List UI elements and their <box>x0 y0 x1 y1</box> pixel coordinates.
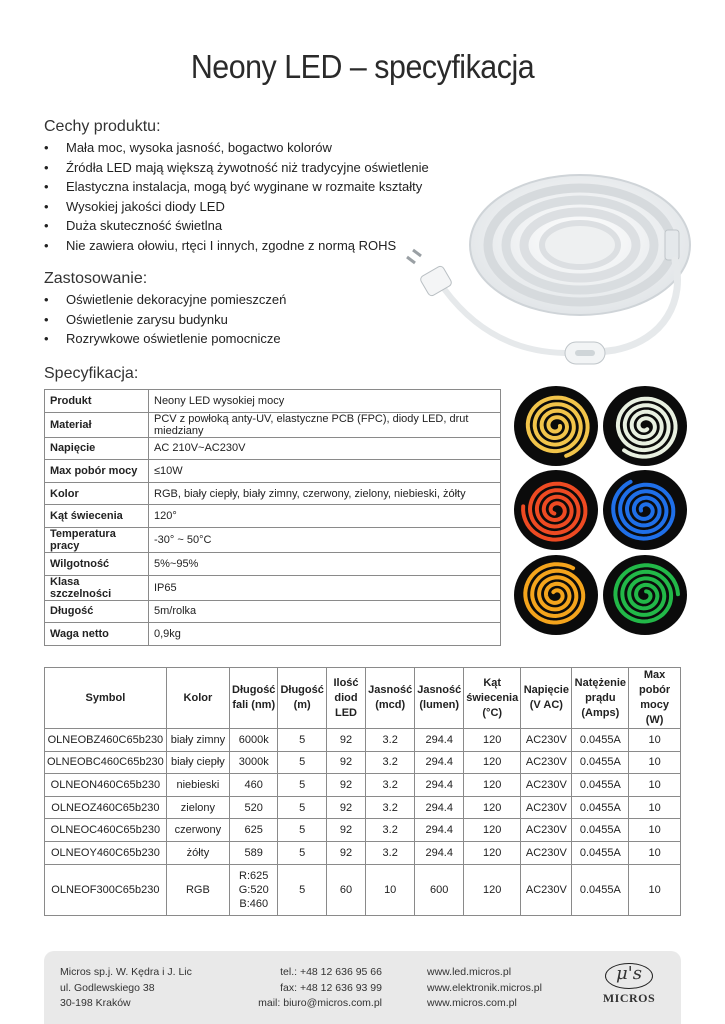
spec-key: Klasa szczelności <box>45 575 149 600</box>
spec-value: 5m/rolka <box>149 600 501 623</box>
table-cell: 10 <box>629 729 681 752</box>
spec-row <box>45 527 501 552</box>
page-title: Neony LED – specyfikacja <box>190 48 535 85</box>
spec-value: -30° ~ 50°C <box>149 527 501 552</box>
column-header: Natężenie prądu (Amps) <box>572 668 629 729</box>
table-cell: 294.4 <box>415 841 464 864</box>
table-cell: 3.2 <box>366 774 415 797</box>
usage-heading: Zastosowanie: <box>44 270 148 287</box>
list-item: • Źródła LED mają większą żywotność niż tradycyjne oświetlenie <box>44 158 429 178</box>
table-cell: AC230V <box>521 864 572 915</box>
neon-coil-product-image <box>405 160 695 375</box>
table-cell: 3.2 <box>366 729 415 752</box>
table-cell: 5 <box>278 774 326 797</box>
table-row <box>45 796 681 819</box>
column-header: Ilość diod LED <box>326 668 365 729</box>
table-cell: 294.4 <box>415 774 464 797</box>
table-cell: OLNEOBZ460C65b230 <box>45 729 167 752</box>
table-cell: 10 <box>629 774 681 797</box>
table-cell: AC230V <box>521 729 572 752</box>
column-header: Kolor <box>166 668 229 729</box>
table-cell: OLNEOZ460C65b230 <box>45 796 167 819</box>
list-item: • Elastyczna instalacja, mogą być wyginane w rozmaite kształty <box>44 177 429 197</box>
table-cell: AC230V <box>521 774 572 797</box>
spec-value: 0,9kg <box>149 623 501 646</box>
table-cell: 92 <box>326 819 365 842</box>
table-row <box>45 751 681 774</box>
spec-key: Kolor <box>45 482 149 505</box>
table-cell: AC230V <box>521 841 572 864</box>
table-cell: 10 <box>629 864 681 915</box>
table-cell: 294.4 <box>415 819 464 842</box>
features-list <box>44 138 429 256</box>
table-row <box>45 864 681 915</box>
spec-heading: Specyfikacja: <box>44 365 139 382</box>
table-cell: 60 <box>326 864 365 915</box>
column-header: Napięcie (V AC) <box>521 668 572 729</box>
table-cell: 120 <box>464 864 521 915</box>
spec-key: Waga netto <box>45 623 149 646</box>
spec-row <box>45 552 501 575</box>
table-cell: 3.2 <box>366 841 415 864</box>
table-cell: 0.0455A <box>572 751 629 774</box>
table-cell: OLNEOC460C65b230 <box>45 819 167 842</box>
table-cell: 120 <box>464 841 521 864</box>
table-cell: RGB <box>166 864 229 915</box>
table-cell: OLNEON460C65b230 <box>45 774 167 797</box>
table-cell: 3.2 <box>366 751 415 774</box>
table-cell: 120 <box>464 819 521 842</box>
spec-value: AC 210V~AC230V <box>149 437 501 460</box>
spec-row <box>45 482 501 505</box>
spec-row <box>45 390 501 413</box>
table-row <box>45 774 681 797</box>
list-item: • Duża skuteczność świetlna <box>44 216 429 236</box>
footer <box>44 951 681 1024</box>
table-row <box>45 841 681 864</box>
column-header: Kąt świecenia (°C) <box>464 668 521 729</box>
table-cell: 0.0455A <box>572 819 629 842</box>
spec-row <box>45 412 501 437</box>
table-cell: 10 <box>629 796 681 819</box>
spec-value: PCV z powłoką anty-UV, elastyczne PCB (FPC), diody LED, drut miedziany <box>149 412 501 437</box>
table-cell: 3000k <box>230 751 278 774</box>
spec-row <box>45 460 501 483</box>
table-cell: 5 <box>278 796 326 819</box>
table-cell: AC230V <box>521 819 572 842</box>
table-cell: 92 <box>326 774 365 797</box>
spec-row <box>45 437 501 460</box>
list-item: • Rozrywkowe oświetlenie pomocnicze <box>44 329 286 349</box>
spec-key: Temperatura pracy <box>45 527 149 552</box>
spec-value: RGB, biały ciepły, biały zimny, czerwony, zielony, niebieski, żółty <box>149 482 501 505</box>
table-cell: 5 <box>278 751 326 774</box>
table-cell: R:625 G:520 B:460 <box>230 864 278 915</box>
table-cell: 520 <box>230 796 278 819</box>
micros-logo: μ's MICROS <box>602 963 656 1005</box>
spec-value: Neony LED wysokiej mocy <box>149 390 501 413</box>
company-address: Micros sp.j. W. Kędra i J. Lic ul. Godlewskiego 38 30-198 Kraków <box>60 966 192 1009</box>
table-cell: 92 <box>326 841 365 864</box>
table-cell: 92 <box>326 729 365 752</box>
table-cell: 625 <box>230 819 278 842</box>
spec-key: Materiał <box>45 412 149 437</box>
table-cell: OLNEOBC460C65b230 <box>45 751 167 774</box>
table-cell: żółty <box>166 841 229 864</box>
table-cell: 10 <box>629 841 681 864</box>
table-cell: 0.0455A <box>572 796 629 819</box>
column-header: Długość fali (nm) <box>230 668 278 729</box>
company-contact: tel.: +48 12 636 95 66 fax: +48 12 636 93 99 mail: biuro@micros.com.pl <box>258 966 382 1009</box>
table-cell: 5 <box>278 819 326 842</box>
table-cell: 5 <box>278 729 326 752</box>
features-heading: Cechy produktu: <box>44 118 161 135</box>
table-cell: 0.0455A <box>572 864 629 915</box>
table-cell: 120 <box>464 796 521 819</box>
column-header: Jasność (mcd) <box>366 668 415 729</box>
table-cell: 10 <box>629 819 681 842</box>
table-cell: 92 <box>326 751 365 774</box>
column-header: Jasność (lumen) <box>415 668 464 729</box>
table-cell: 0.0455A <box>572 774 629 797</box>
company-websites <box>427 965 542 1012</box>
spec-table <box>44 389 501 646</box>
table-cell: 294.4 <box>415 729 464 752</box>
spec-key: Max pobór mocy <box>45 460 149 483</box>
spec-key: Wilgotność <box>45 552 149 575</box>
table-row <box>45 729 681 752</box>
spec-row <box>45 623 501 646</box>
table-cell: 120 <box>464 774 521 797</box>
table-cell: AC230V <box>521 751 572 774</box>
table-cell: 0.0455A <box>572 729 629 752</box>
table-cell: 10 <box>366 864 415 915</box>
spec-key: Długość <box>45 600 149 623</box>
table-cell: 120 <box>464 751 521 774</box>
website-link[interactable]: www.elektronik.micros.pl <box>427 981 542 994</box>
column-header: Max pobór mocy (W) <box>629 668 681 729</box>
table-cell: 6000k <box>230 729 278 752</box>
table-cell: 3.2 <box>366 796 415 819</box>
spec-key: Napięcie <box>45 437 149 460</box>
table-cell: biały ciepły <box>166 751 229 774</box>
spec-key: Kąt świecenia <box>45 505 149 528</box>
table-row <box>45 819 681 842</box>
table-cell: 294.4 <box>415 751 464 774</box>
list-item: • Mała moc, wysoka jasność, bogactwo kolorów <box>44 138 429 158</box>
table-cell: 294.4 <box>415 796 464 819</box>
table-cell: OLNEOY460C65b230 <box>45 841 167 864</box>
table-cell: 460 <box>230 774 278 797</box>
table-cell: czerwony <box>166 819 229 842</box>
table-cell: 0.0455A <box>572 841 629 864</box>
table-cell: 10 <box>629 751 681 774</box>
table-cell: 5 <box>278 864 326 915</box>
table-cell: biały zimny <box>166 729 229 752</box>
spec-value: 120° <box>149 505 501 528</box>
spec-row <box>45 600 501 623</box>
table-cell: zielony <box>166 796 229 819</box>
table-cell: 92 <box>326 796 365 819</box>
table-cell: 589 <box>230 841 278 864</box>
color-swatches <box>512 385 692 637</box>
list-item: • Nie zawiera ołowiu, rtęci I innych, zgodne z normą ROHS <box>44 236 429 256</box>
table-cell: 5 <box>278 841 326 864</box>
website-link[interactable]: www.led.micros.pl <box>427 966 512 978</box>
column-header: Symbol <box>45 668 167 729</box>
spec-row <box>45 505 501 528</box>
table-cell: OLNEOF300C65b230 <box>45 864 167 915</box>
spec-value: ≤10W <box>149 460 501 483</box>
table-cell: 3.2 <box>366 819 415 842</box>
usage-list <box>44 290 286 349</box>
table-cell: niebieski <box>166 774 229 797</box>
spec-value: 5%~95% <box>149 552 501 575</box>
table-cell: 120 <box>464 729 521 752</box>
table-cell: 600 <box>415 864 464 915</box>
table-cell: AC230V <box>521 796 572 819</box>
list-item: • Oświetlenie zarysu budynku <box>44 310 286 330</box>
spec-row <box>45 575 501 600</box>
website-link[interactable]: www.micros.com.pl <box>427 997 517 1009</box>
spec-value: IP65 <box>149 575 501 600</box>
column-header: Długość (m) <box>278 668 326 729</box>
list-item: • Wysokiej jakości diody LED <box>44 197 429 217</box>
product-table <box>44 667 681 916</box>
spec-key: Produkt <box>45 390 149 413</box>
list-item: • Oświetlenie dekoracyjne pomieszczeń <box>44 290 286 310</box>
